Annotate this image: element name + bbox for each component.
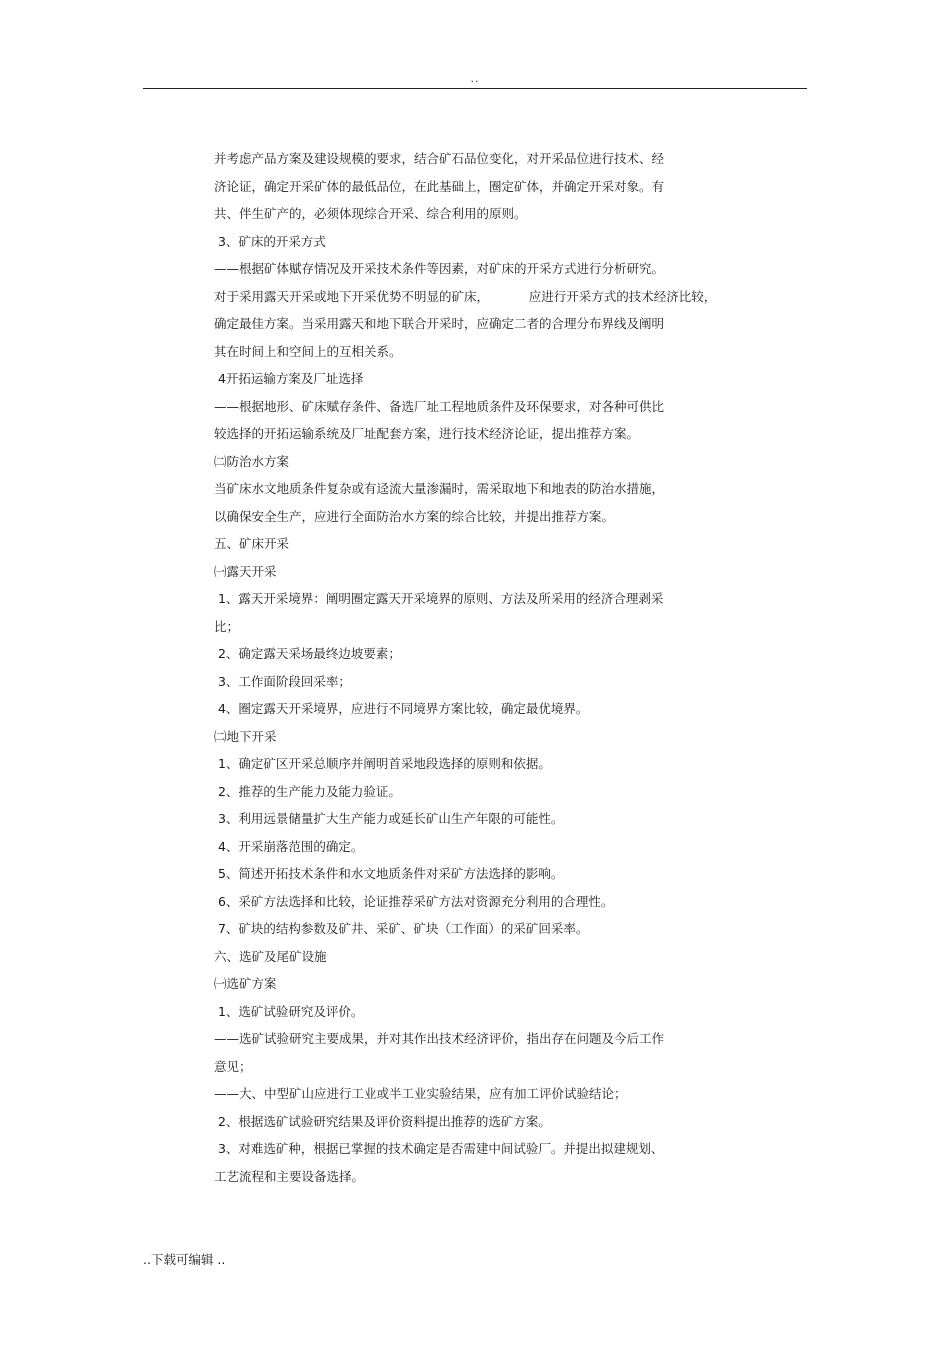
- text-line: 4开拓运输方案及厂址选择: [214, 371, 364, 386]
- text-line: 6、采矿方法选择和比较，论证推荐采矿方法对资源充分利用的合理性。: [214, 893, 614, 909]
- text-line: 意见；: [214, 1058, 252, 1074]
- text-line: 7、矿块的结构参数及矿井、采矿、矿块（工作面）的采矿回采率。: [214, 921, 589, 936]
- text-line: 2、推荐的生产能力及能力验证。: [214, 783, 401, 799]
- text-line: ——选矿试验研究主要成果，并对其作出技术经济评价，指出存在问题及今后工作: [214, 1031, 665, 1046]
- text-line: 5、简述开拓技术条件和水文地质条件对采矿方法选择的影响。: [214, 866, 564, 881]
- text-line: 4、圈定露天开采境界，应进行不同境界方案比较，确定最优境界。: [214, 701, 589, 716]
- text-line: 对于采用露天开采或地下开采优势不明显的矿床， 应进行开采方式的技术经济比较，: [214, 288, 717, 304]
- text-line: 3、对难选矿种，根据已掌握的技术确定是否需建中间试验厂。并提出拟建规划、: [214, 1141, 664, 1156]
- text-line: 3、利用远景储量扩大生产能力或延长矿山生产年限的可能性。: [214, 811, 564, 826]
- text-line: 比；: [214, 618, 240, 634]
- header-mark: ..: [470, 72, 480, 85]
- text-line: 工艺流程和主要设备选择。: [214, 1168, 365, 1184]
- text-line: ㈡防治水方案: [214, 453, 290, 469]
- text-line: ——根据地形、矿床赋存条件、备选厂址工程地质条件及环保要求，对各种可供比: [214, 398, 665, 414]
- text-line: 1、选矿试验研究及评价。: [214, 1003, 364, 1019]
- text-line: ㈠露天开采: [214, 563, 277, 579]
- text-line: 五、矿床开采: [214, 536, 290, 551]
- text-line: 六、选矿及尾矿设施: [214, 948, 327, 964]
- document-body: [214, 145, 734, 1190]
- text-line: 4、开采崩落范围的确定。: [214, 838, 364, 854]
- text-line: 并考虑产品方案及建设规模的要求，结合矿石品位变化，对开采品位进行技术、经: [214, 151, 665, 166]
- text-line: 共、伴生矿产的，必须体现综合开采、综合利用的原则。: [214, 206, 527, 221]
- header-rule: [143, 88, 807, 89]
- text-line: 济论证，确定开采矿体的最低品位，在此基础上，圈定矿体，并确定开采对象。有: [214, 178, 665, 194]
- text-line: ㈡地下开采: [214, 728, 277, 744]
- text-line: ㈠选矿方案: [214, 976, 277, 991]
- text-line: 3、工作面阶段回采率；: [214, 673, 351, 689]
- text-line: ——根据矿体赋存情况及开采技术条件等因素，对矿床的开采方式进行分析研究。: [214, 261, 665, 276]
- text-line: 以确保安全生产，应进行全面防治水方案的综合比较，并提出推荐方案。: [214, 508, 615, 524]
- text-line: ——大、中型矿山应进行工业或半工业实验结果，应有加工评价试验结论；: [214, 1086, 627, 1101]
- text-line: 1、露天开采境界：阐明圈定露天开采境界的原则、方法及所采用的经济合理剥采: [214, 591, 664, 606]
- text-line: 1、确定矿区开采总顺序并阐明首采地段选择的原则和依据。: [214, 756, 551, 771]
- text-line: 其在时间上和空间上的互相关系。: [214, 343, 402, 359]
- text-line: 3、矿床的开采方式: [214, 233, 326, 249]
- text-line: 确定最佳方案。当采用露天和地下联合开采时，应确定二者的合理分布界线及阐明: [214, 316, 665, 331]
- text-line: 2、根据选矿试验研究结果及评价资料提出推荐的选矿方案。: [214, 1113, 551, 1129]
- text-line: 当矿床水文地质条件复杂或有迳流大量渗漏时，需采取地下和地表的防治水措施，: [214, 481, 665, 496]
- text-line: 较选择的开拓运输系统及厂址配套方案，进行技术经济论证，提出推荐方案。: [214, 426, 640, 441]
- footer-text: ..下载可编辑 ..: [143, 1252, 226, 1267]
- text-line: 2、确定露天采场最终边坡要素；: [214, 646, 401, 661]
